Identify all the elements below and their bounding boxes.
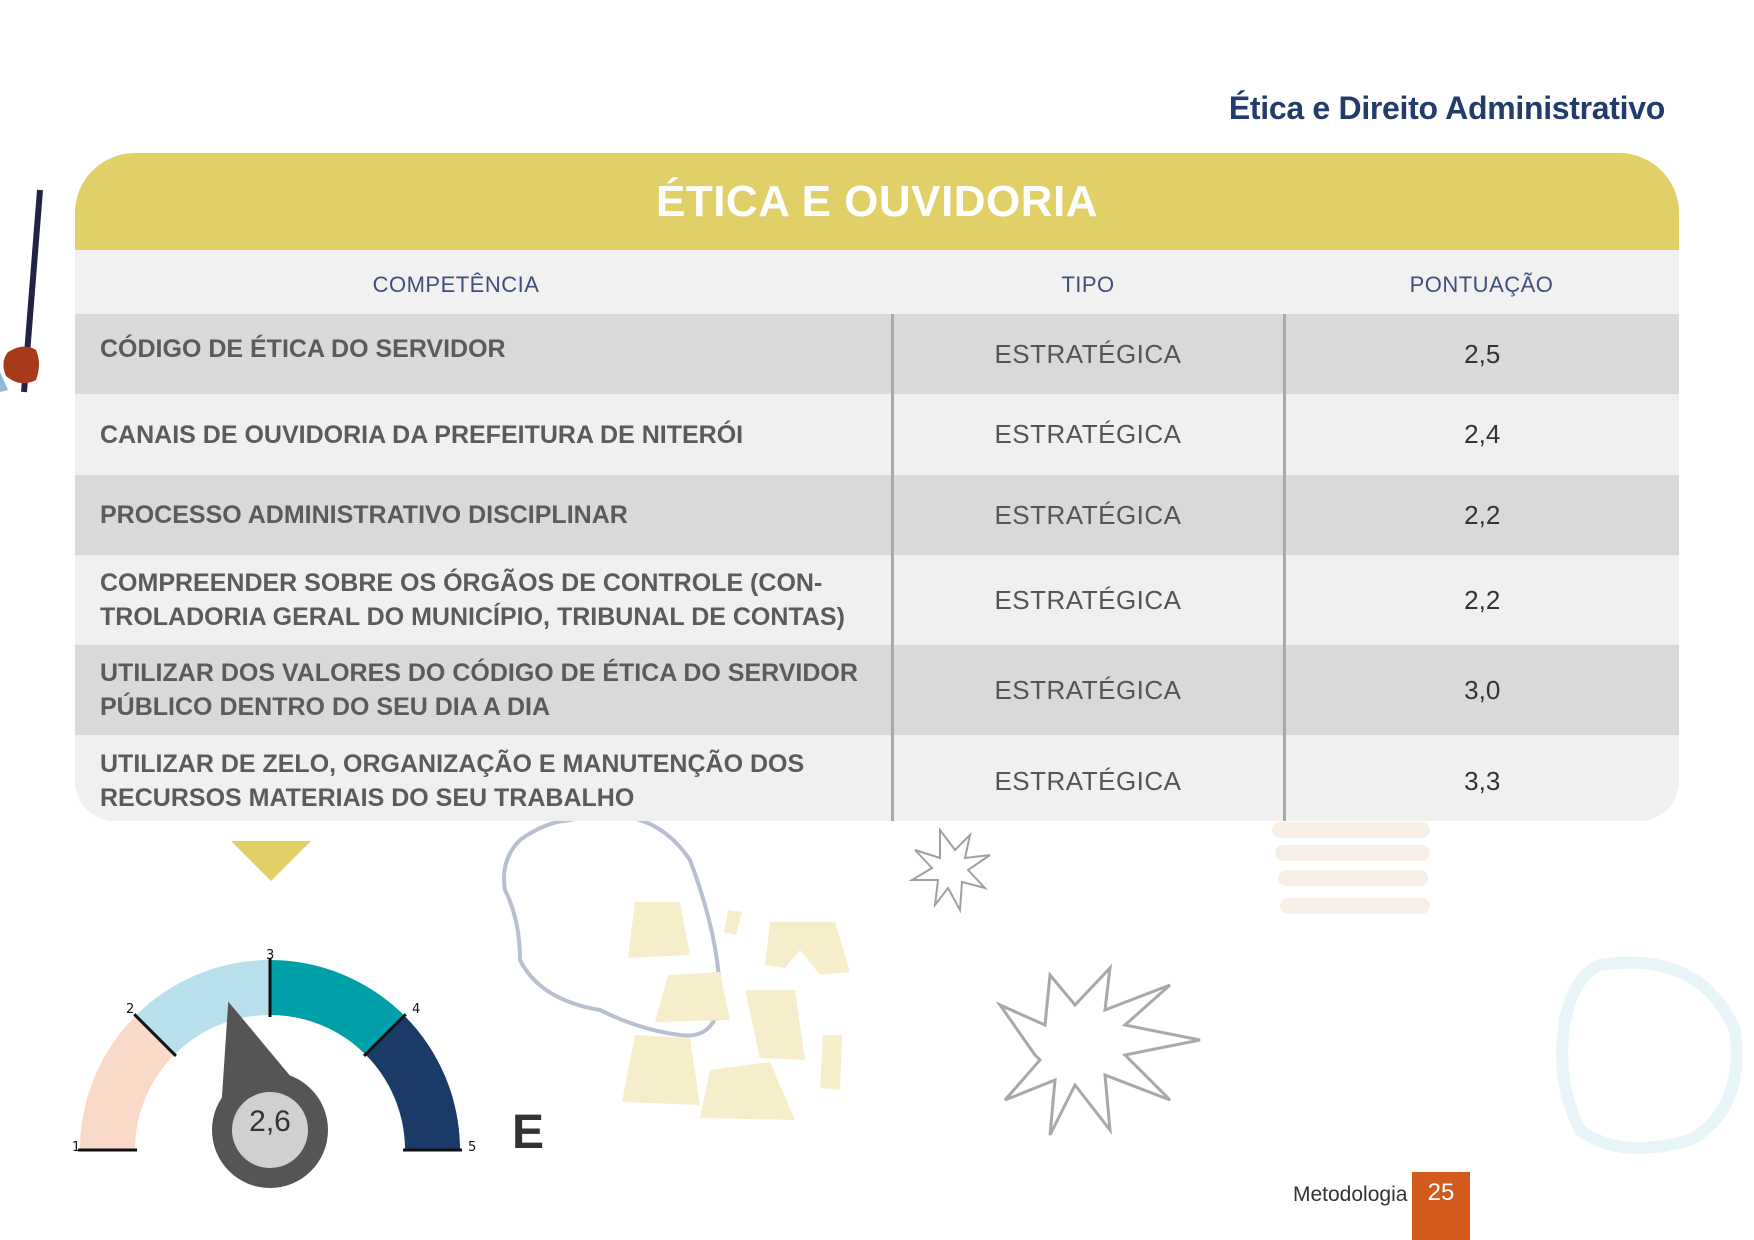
gauge-tick-label: 1 [72, 1140, 81, 1155]
pontuacao-cell: 2,2 [1284, 475, 1679, 555]
gauge-value-label: 2,6 [249, 1105, 291, 1138]
footer-section-label: Metodologia [1293, 1183, 1408, 1206]
column-header-competencia: COMPETÊNCIA [75, 250, 892, 314]
tipo-cell: ESTRATÉGICA [892, 394, 1284, 475]
tipo-cell: ESTRATÉGICA [892, 555, 1284, 645]
pontuacao-cell: 2,5 [1284, 314, 1679, 394]
page-header-title: Ética e Direito Administrativo [1228, 90, 1665, 126]
gauge-tick-label: 4 [412, 1002, 421, 1017]
tipo-cell: ESTRATÉGICA [892, 314, 1284, 394]
pontuacao-cell: 2,2 [1284, 555, 1679, 645]
column-header-pontuacao: PONTUAÇÃO [1284, 250, 1679, 314]
gauge-tick-label: 3 [266, 948, 275, 963]
page-number: 25 [1412, 1172, 1470, 1240]
competencia-cell: UTILIZAR DE ZELO, ORGANIZAÇÃO E MANUTENÇÃO DOS RECURSOS MATERIAIS DO SEU TRABALHO [75, 735, 892, 821]
competencia-cell: CÓDIGO DE ÉTICA DO SERVIDOR [75, 314, 892, 394]
card-title: ÉTICA E OUVIDORIA [655, 176, 1098, 226]
competencia-cell: COMPREENDER SOBRE OS ÓRGÃOS DE CONTROLE (CON-TROLADORIA GERAL DO MUNICÍPIO, TRIBUNAL DE CONTAS) [75, 555, 892, 645]
pontuacao-cell: 3,0 [1284, 645, 1679, 735]
tipo-cell: ESTRATÉGICA [892, 475, 1284, 555]
competencia-cell: CANAIS DE OUVIDORIA DA PREFEITURA DE NITERÓI [75, 394, 892, 475]
tipo-cell: ESTRATÉGICA [892, 735, 1284, 821]
gauge-tick-label: 5 [468, 1140, 477, 1155]
pontuacao-cell: 2,4 [1284, 394, 1679, 475]
pontuacao-cell: 3,3 [1284, 735, 1679, 821]
competencia-cell: UTILIZAR DOS VALORES DO CÓDIGO DE ÉTICA DO SERVIDOR PÚBLICO DENTRO DO SEU DIA A DIA [75, 645, 892, 735]
competencia-cell: PROCESSO ADMINISTRATIVO DISCIPLINAR [75, 475, 892, 555]
tipo-cell: ESTRATÉGICA [892, 645, 1284, 735]
gauge-letter: E [512, 1106, 545, 1159]
gauge-tick-label: 2 [126, 1002, 135, 1017]
column-header-tipo: TIPO [892, 250, 1284, 314]
